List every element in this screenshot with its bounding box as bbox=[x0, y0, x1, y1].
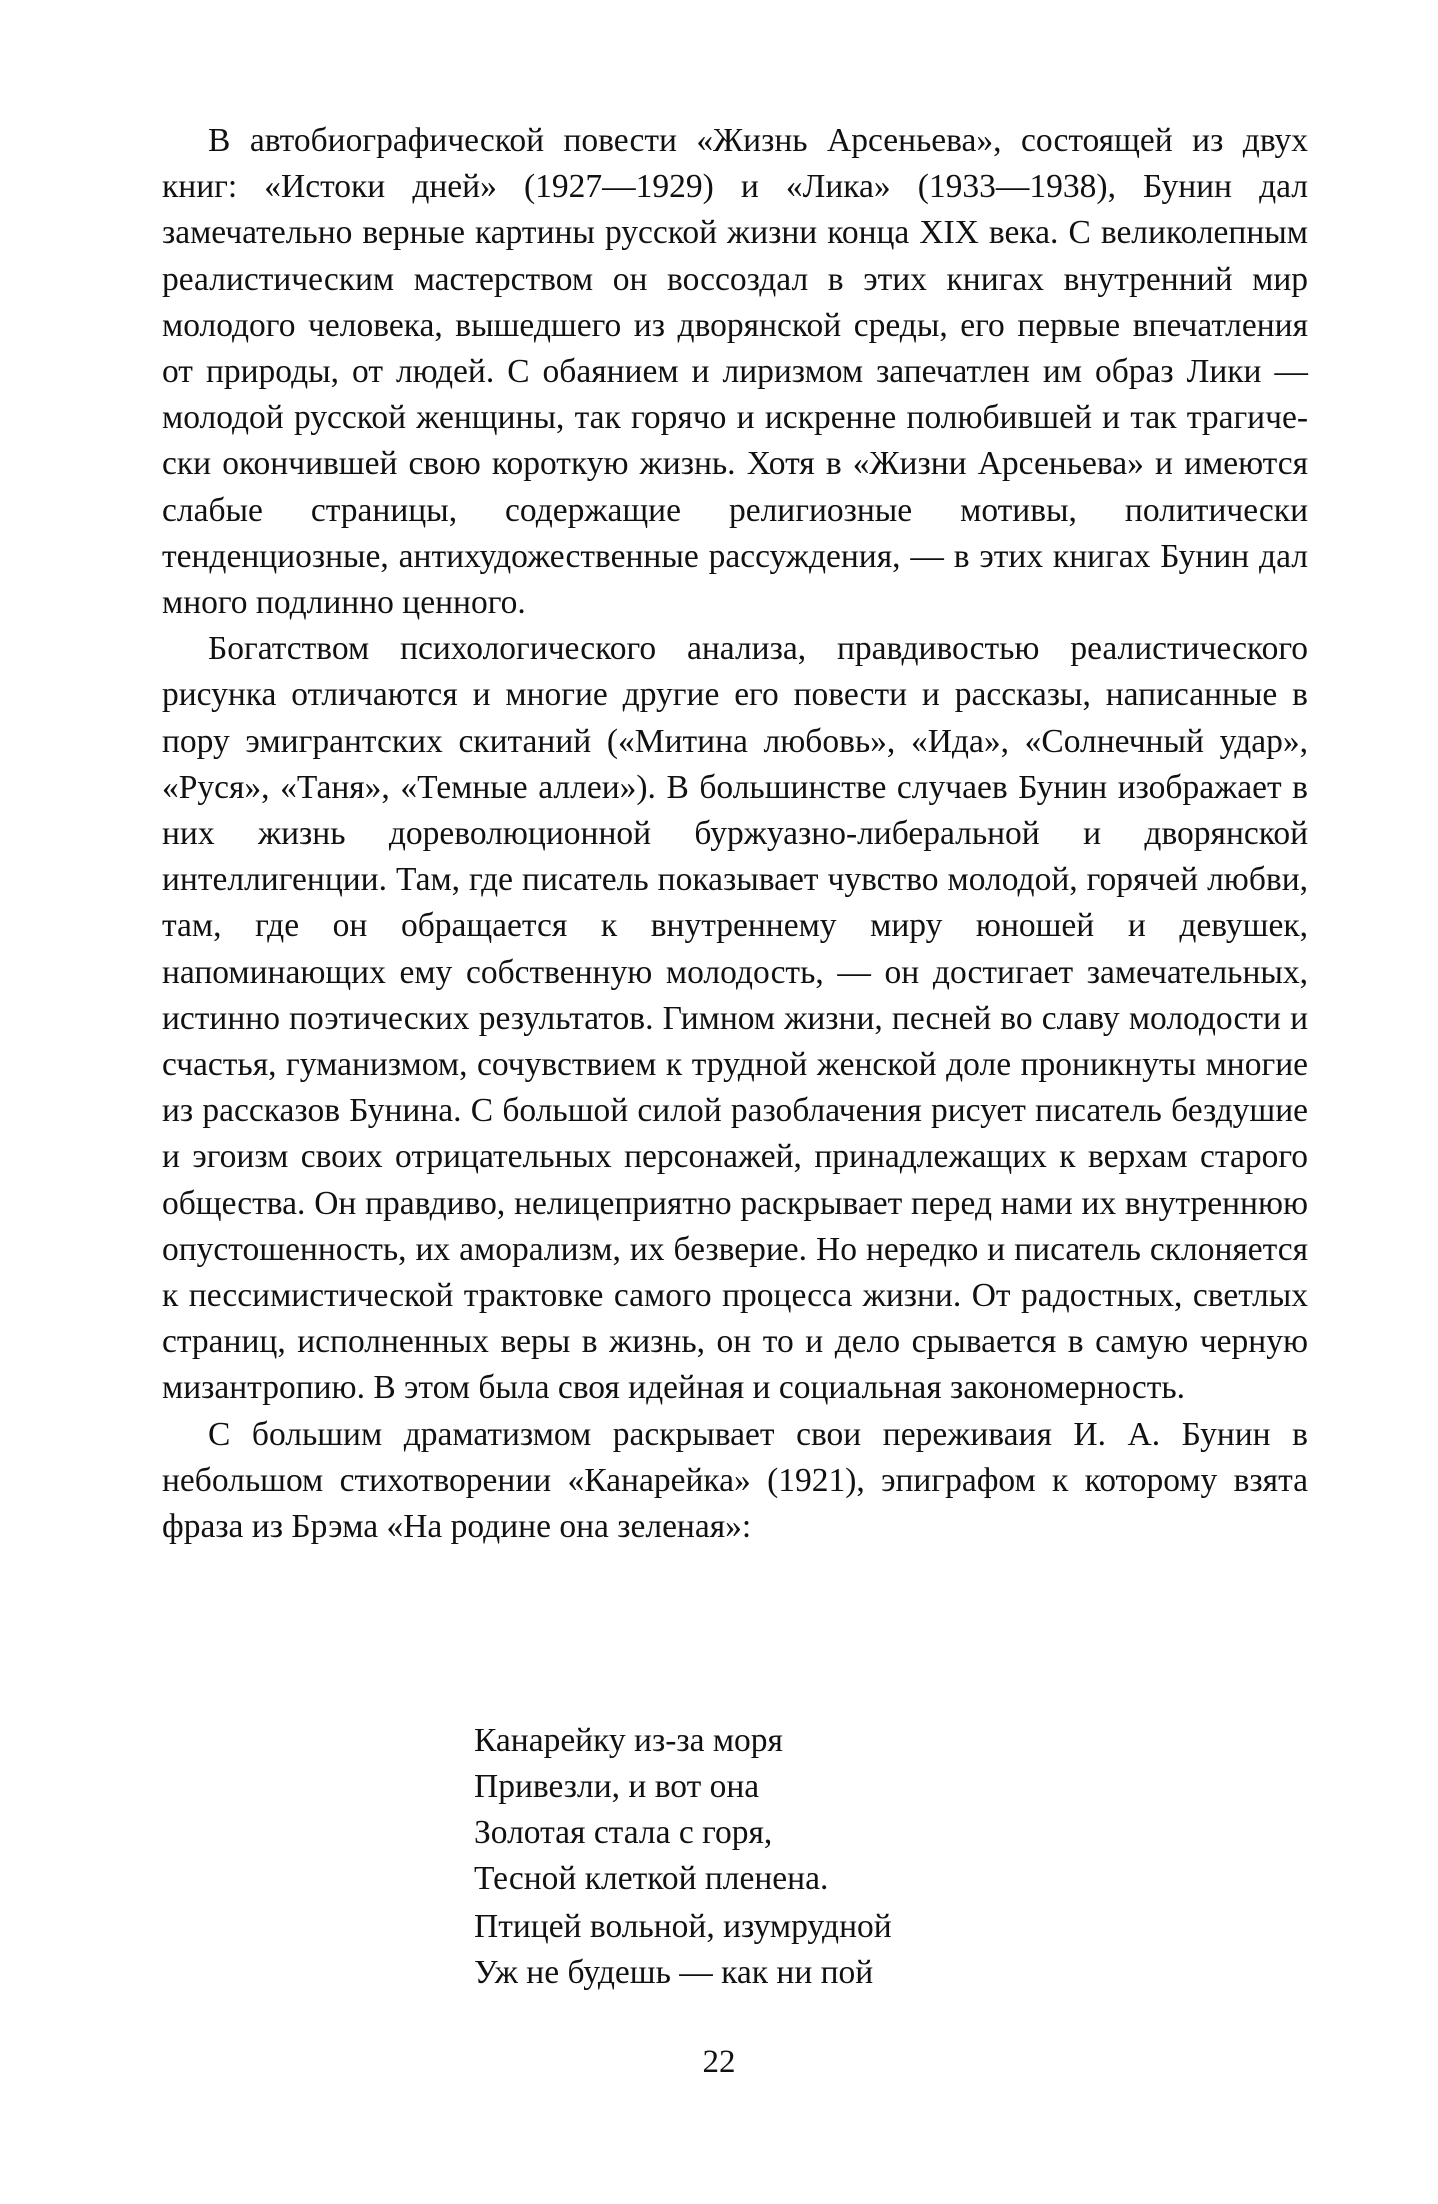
poem-stanza-1 bbox=[474, 1718, 1074, 1902]
paragraph-kanareyka-intro: С большим драматизмом раскрывает свои переживаия И. А. Бунин в небольшом стихотворении «Канарейка» (1921), эпиграфом к которому взята фраза из Брэма «На родине она зеленая»: bbox=[162, 1415, 1308, 1546]
poem-line: Уж не будешь — как ни пой bbox=[474, 1954, 874, 1991]
poem-line: Золотая стала с горя, bbox=[474, 1814, 773, 1851]
poem-line: Канарейку из-за моря bbox=[474, 1722, 783, 1759]
paragraph-psychological-analysis: Богатством психологического анализа, правдивостью реалистического рисунка отличаются и многие другие его повести и рассказы, написанные в пору эмигрантских скитаний («Митина любовь», «Ида», «Солнечный удар», «Руся», «Таня», «Темные аллеи»). В большинстве случаев Бунин изображает в них жизнь дореволюционной буржуазно-либеральной и дворянской интеллигенции. Там, где писатель показывает чувство молодой, горячей любви, там, где он обращается к внутреннему миру юношей и девушек, напоминающих ему собственную молодость, — он достигает замечательных, истинно поэтических результатов. Гимном жизни, песней во славу молодости и счастья, гуманизмом, сочувствием к трудной женской доле проникнуты многие из рассказов Бунина. С большой силой разоблачения рисует писатель бездушие и эгоизм своих отрицательных персонажей, принадлежащих к верхам старого общества. Он правдиво, нелицеприятно раскрывает перед нами их внутреннюю опустошенность, их аморализм, их безверие. Но нередко и писатель склоняется к пессимистической трактовке самого процесса жизни. От радостных, светлых страниц, исполненных веры в жизнь, он то и дело срывается в самую черную мизантропию. В этом была своя идейная и социальная закономерность. bbox=[162, 630, 1308, 1407]
poem-stanza-2 bbox=[474, 1904, 1074, 1996]
page-body bbox=[162, 118, 1308, 1550]
paragraph-arseniev: В автобиографической повести «Жизнь Арсеньева», состоящей из двух книг: «Истоки дней» (1927—1929) и «Лика» (1933—1938), Бунин дал замечательно верные картины русской жизни конца XIX века. С великолепным реалистическим мастерством он воссоздал в этих книгах внутренний мир молодого человека, вышедшего из дворянской среды, его первые впечатления от природы, от людей. С обаянием и лиризмом запечатлен им образ Лики — молодой русской женщины, так горячо и искренне полюбившей и так трагически окончившей свою короткую жизнь. Хотя в «Жизни Арсеньева» и имеются слабые страницы, содержащие религиозные мотивы, политически тенденциозные, антихудожественные рассуждения, — в этих книгах Бунин дал много подлинно ценного. bbox=[162, 122, 1308, 622]
poem-line: Птицей вольной, изумрудной bbox=[474, 1908, 892, 1945]
poem-line: Привезли, и вот она bbox=[474, 1768, 760, 1805]
page-number: 22 bbox=[702, 2044, 736, 2080]
poem-line: Тесной клеткой пленена. bbox=[474, 1860, 829, 1897]
